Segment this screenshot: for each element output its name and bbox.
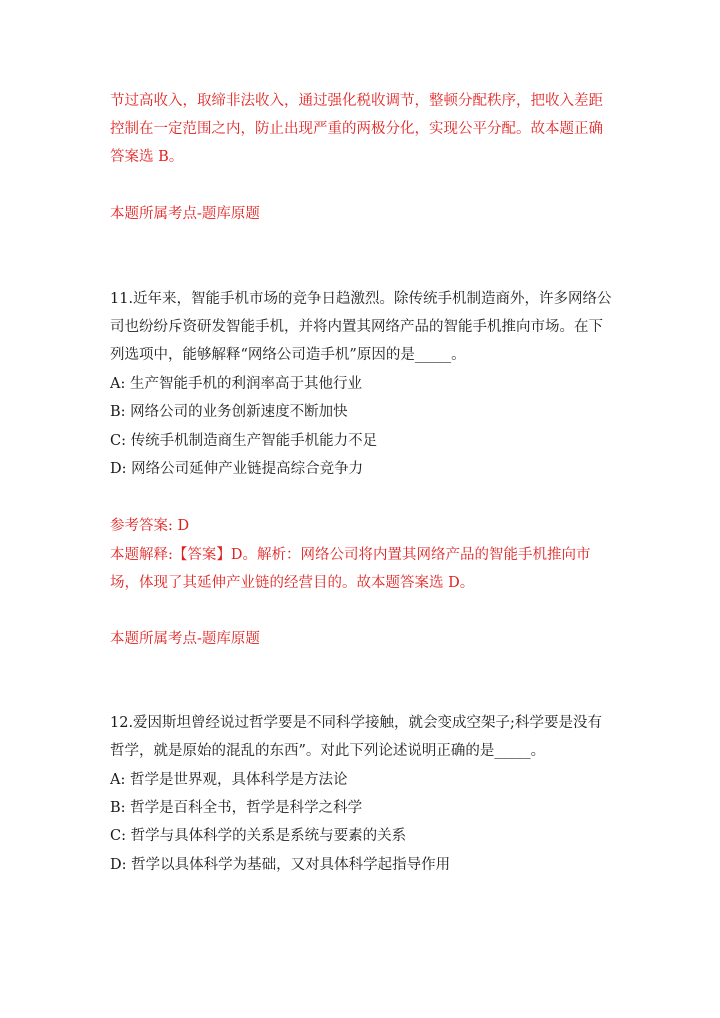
q11-analysis-line-2: 场，体现了其延伸产业链的经营目的。故本题答案选 D。 [110, 575, 475, 591]
q11-stem-line-3: 列选项中，能够解释“网络公司造手机”原因的是_____。 [110, 347, 466, 363]
q11-option-a: A: 生产智能手机的利润率高于其他行业 [110, 376, 362, 392]
q10-analysis-line-2: 控制在一定范围之内，防止出现严重的两极分化，实现公平分配。故本题正确 [110, 121, 603, 137]
q12-option-d: D: 哲学以具体科学为基础，又对具体科学起指导作用 [110, 857, 451, 873]
q11-option-d: D: 网络公司延伸产业链提高综合竞争力 [110, 461, 364, 477]
q12-option-b: B: 哲学是百科全书，哲学是科学之科学 [110, 800, 363, 816]
q11-stem-line-1: 11.近年来，智能手机市场的竞争日趋激烈。除传统手机制造商外，许多网络公 [110, 291, 612, 307]
q12-stem-line-1: 12.爱因斯坦曾经说过哲学要是不同科学接触，就会变成空架子;科学要是没有 [110, 715, 602, 731]
q12-stem-line-2: 哲学，就是原始的混乱的东西”。对此下列论述说明正确的是_____。 [110, 743, 546, 759]
q12-option-c: C: 哲学与具体科学的关系是系统与要素的关系 [110, 828, 407, 844]
q11-source: 本题所属考点-题库原题 [110, 631, 260, 647]
q10-analysis-line-1: 节过高收入，取缔非法收入，通过强化税收调节，整顿分配秩序，把收入差距 [110, 93, 603, 109]
q11-option-b: B: 网络公司的业务创新速度不断加快 [110, 404, 348, 420]
q11-answer: 参考答案: D [110, 518, 190, 534]
q11-analysis-line-1: 本题解释:【答案】D。解析：网络公司将内置其网络产品的智能手机推向市 [110, 547, 591, 563]
q11-stem-line-2: 司也纷纷斥资研发智能手机，并将内置其网络产品的智能手机推向市场。在下 [110, 319, 603, 335]
q10-source: 本题所属考点-题库原题 [110, 206, 260, 222]
q10-analysis-line-3: 答案选 B。 [110, 149, 184, 165]
q12-option-a: A: 哲学是世界观，具体科学是方法论 [110, 772, 348, 788]
q11-option-c: C: 传统手机制造商生产智能手机能力不足 [110, 433, 378, 449]
